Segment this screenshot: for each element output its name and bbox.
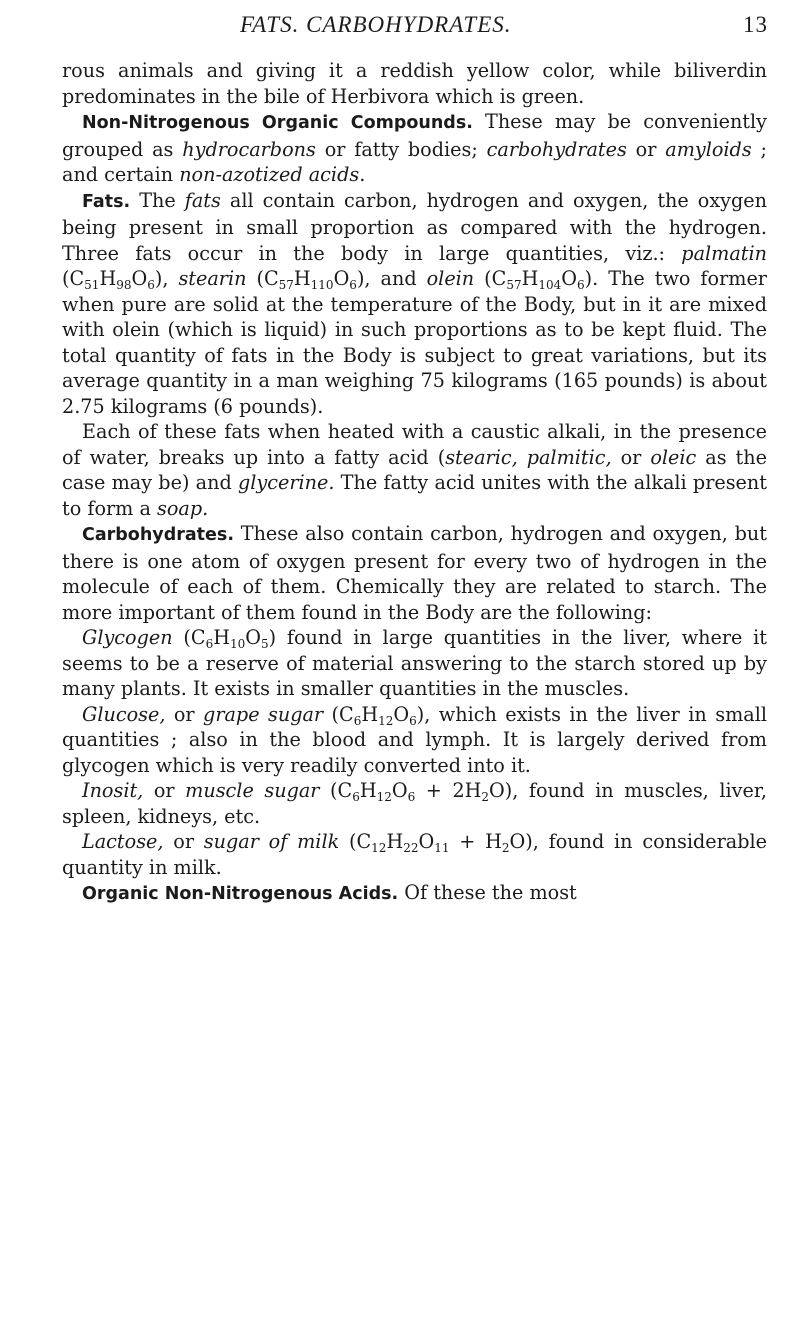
paragraph-saponification: Each of these fats when heated with a caustic alkali, in the presence of water, breaks up into a fatty acid (stearic, palmitic, or oleic as the case may be) and glycerine. The fatty acid unites with the alkali present to form a soap. <box>62 420 767 520</box>
entry-inosit: Inosit, or muscle sugar $(C_6H_{12}O_6 + 2H_2O)$, found in muscles, liver, spleen, kidneys, etc. <box>62 779 767 828</box>
term-stearin: stearin <box>178 267 247 290</box>
formula-palmatin: $(C_{51}H_{98}O_6)$, <box>62 267 179 292</box>
entry-lactose: Lactose, or sugar of milk $(C_{12}H_{22}O_{11} + H_2O)$, found in considerable quantity in milk. <box>62 830 767 879</box>
emphasis: glycerine. <box>237 471 335 494</box>
formula-glycogen: $(C_6H_{10}O_5)$ <box>172 626 287 651</box>
emphasis: non-azotized acids <box>179 163 360 186</box>
term-olein: olein <box>426 267 475 290</box>
entry-glycogen: Glycogen $(C_6H_{10}O_5)$ found in large quantities in the liver, where it seems to be a reserve of material answering to the starch stored up by many plants. It exists in smaller quantities in the muscles. <box>62 626 767 700</box>
term-glucose: Glucose, <box>82 702 166 726</box>
section-fats: Fats. The fats all contain carbon, hydrogen and oxygen, the oxygen being present in small proportion as compared with the hydrogen. Three fats occur in the body in large quantities, viz.: palmatin $(C_{51}H_{98}O_6)$, stearin $(C_{57}H_{110}O_6)$, and olein $(C_{57}H_{104}O_6)$. The two former when pure are solid at the temperature of the Body, but in it are mixed with olein (which is liquid) in such proportions as to be kept fluid. The total quantity of fats in the Body is subject to great variations, but its average quantity in a man weighing 75 kilograms (165 pounds) is about 2.75 kilograms (6 pounds). <box>62 188 767 418</box>
formula-stearin: $(C_{57}H_{110}O_6)$, <box>246 267 381 292</box>
emphasis: stearic, palmitic, <box>445 445 612 469</box>
formula-olein: $(C_{57}H_{104}O_6)$. <box>474 267 609 292</box>
section-heading: Organic Non-Nitrogenous Acids. <box>82 884 399 904</box>
emphasis: carbohydrates <box>486 137 627 161</box>
section-heading: Carbohydrates. <box>82 525 234 545</box>
section-heading: Non-Nitrogenous Organic Compounds. <box>82 113 473 133</box>
section-carbohydrates: Carbohydrates. These also contain carbon, hydrogen and oxygen, but there is one atom of oxygen present for every two of hydrogen in the molecule of each of them. Chemically they are related to starch. The more important of them found in the Body are the following: <box>62 522 767 624</box>
emphasis: soap. <box>157 496 209 520</box>
page-number: 13 <box>743 12 768 37</box>
term-muscle-sugar: muscle sugar <box>185 779 320 802</box>
formula-lactose: $(C_{12}H_{22}O_{11} + H_2O)$, <box>339 830 549 855</box>
term-lactose: Lactose, <box>82 830 164 853</box>
term-sugar-of-milk: sugar of milk <box>203 830 340 853</box>
term-glycogen: Glycogen <box>82 626 173 649</box>
emphasis: fats <box>184 188 221 212</box>
emphasis: hydrocarbons <box>182 137 316 161</box>
term-inosit: Inosit, <box>82 779 144 802</box>
section-organic-acids: Organic Non-Nitrogenous Acids. Of these the most <box>82 881 577 904</box>
formula-glucose: $(C_6H_{12}O_6)$, <box>323 702 439 728</box>
section-heading: Fats. <box>82 191 131 212</box>
page-body <box>62 58 767 908</box>
emphasis: amyloids <box>665 137 752 161</box>
running-header <box>240 12 780 42</box>
emphasis: oleic <box>650 445 697 469</box>
term-palmatin: palmatin <box>681 241 767 265</box>
paragraph-text: rous animals and giving it a reddish yellow color, while biliverdin predominates in the bile of Herbivora which is green. <box>62 59 767 108</box>
section-non-nitrogenous: Non-Nitrogenous Organic Compounds. These may be conveniently grouped as hydrocarbons or fatty bodies; carbohydrates or amyloids ; and certain non-azotized acids. <box>62 110 767 186</box>
formula-inosit: $(C_6H_{12}O_6 + 2H_2O)$, <box>319 779 529 804</box>
term-grape-sugar: grape sugar <box>203 702 324 726</box>
entry-glucose: Glucose, or grape sugar $(C_6H_{12}O_6)$, which exists in the liver in small quantities ; also in the blood and lymph. It is largely derived from glycogen which is very readily converted into it. <box>62 702 767 777</box>
paragraph-continued <box>62 58 767 109</box>
running-title: FATS. CARBOHYDRATES. <box>240 12 512 37</box>
